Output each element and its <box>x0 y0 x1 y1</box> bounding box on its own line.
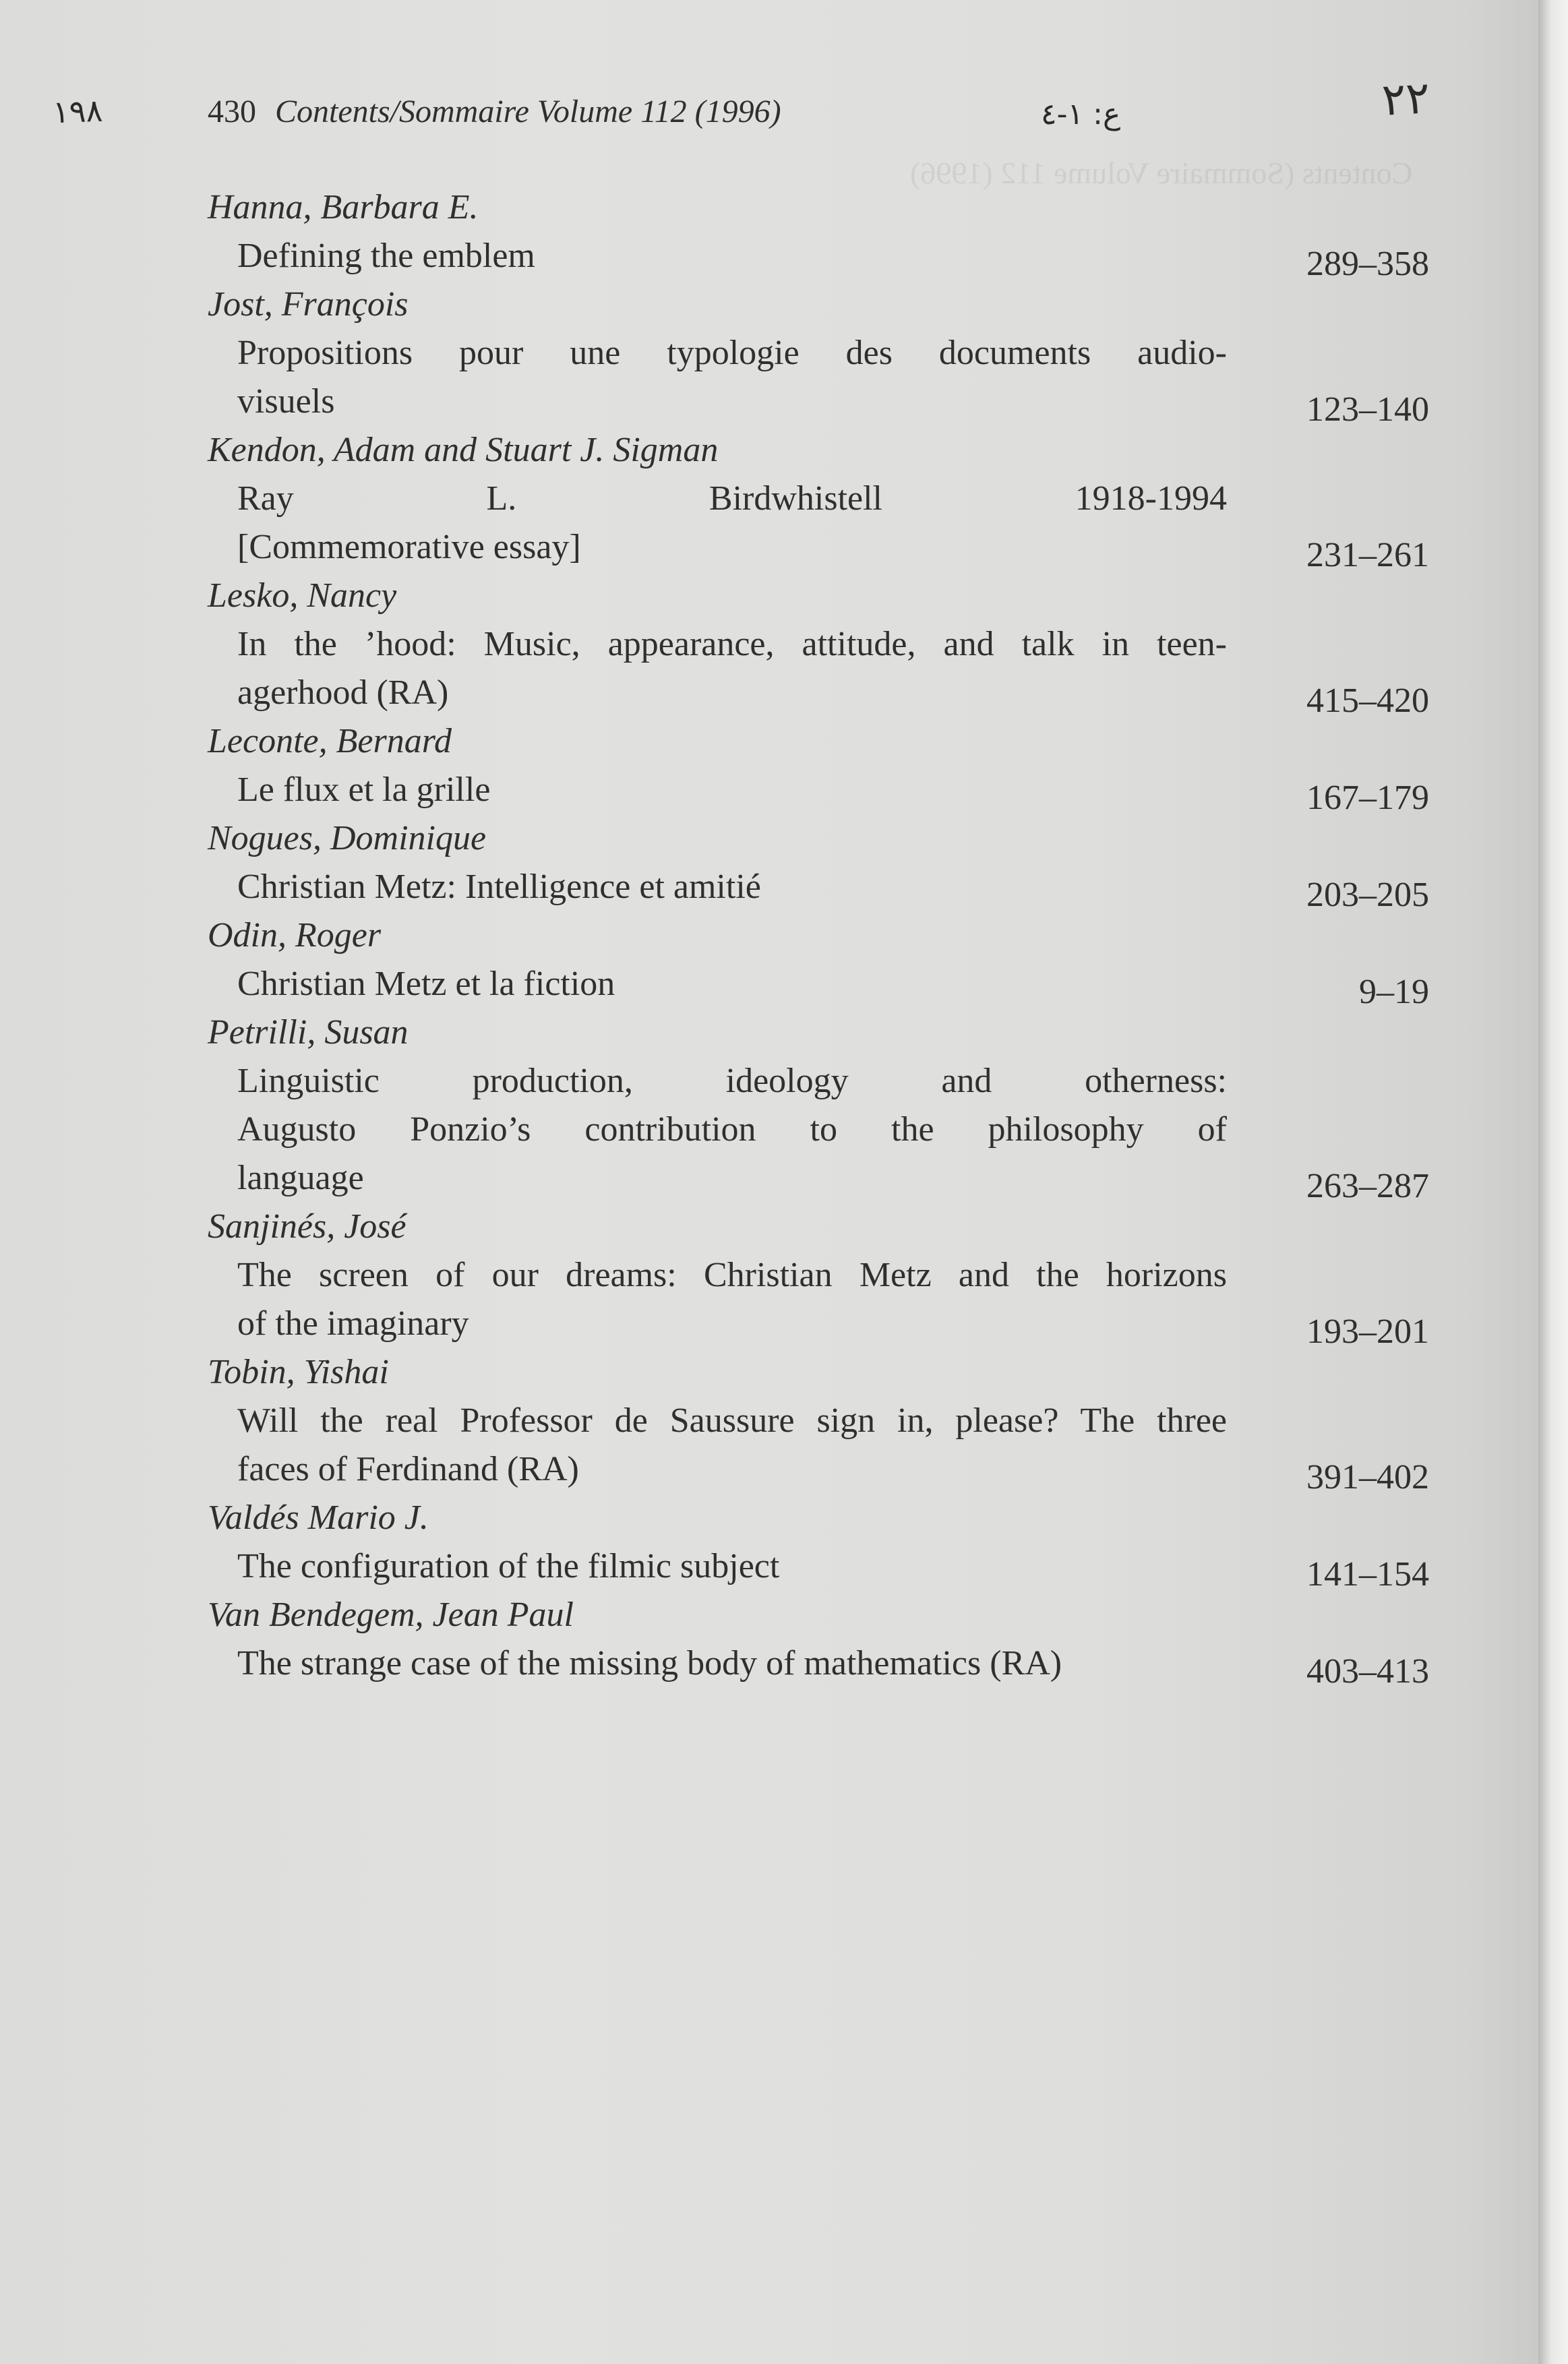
handwritten-note-middle: ع: ١-٤ <box>1041 97 1121 131</box>
toc-entry <box>195 426 1429 572</box>
entry-title-line: Christian Metz: Intelligence et amitié <box>237 868 761 906</box>
bleed-through-text: Contents (Sommaire Volume 112 (1996) <box>910 156 1413 190</box>
toc-entry <box>195 572 1429 720</box>
toc-entry <box>195 1008 1429 1203</box>
toc-entry <box>195 280 1429 429</box>
handwritten-note-right: ٢٢ <box>1381 71 1431 126</box>
entry-author: Jost, François <box>208 285 409 324</box>
running-header <box>208 93 781 130</box>
entry-pages: 391–402 <box>1306 1458 1429 1496</box>
entry-pages: 415–420 <box>1306 681 1429 720</box>
entry-pages: 203–205 <box>1306 876 1429 914</box>
entry-title-line: Le flux et la grille <box>237 770 491 809</box>
entry-author: Petrilli, Susan <box>208 1013 409 1052</box>
handwritten-note-left: ١٩٨ <box>52 92 104 131</box>
toc-entry <box>195 814 1429 914</box>
entry-body <box>195 863 1429 914</box>
entry-body <box>195 620 1429 720</box>
entry-pages: 9–19 <box>1359 973 1429 1011</box>
entry-pages: 141–154 <box>1306 1555 1429 1594</box>
entry-author: Kendon, Adam and Stuart J. Sigman <box>208 431 719 469</box>
entry-body <box>195 329 1429 429</box>
page-number: 430 <box>208 94 256 129</box>
table-of-contents <box>195 183 1429 1691</box>
entry-title-line: In the ’hood: Music, appearance, attitude, and talk in teen- <box>237 625 1227 663</box>
entry-pages: 123–140 <box>1306 390 1429 429</box>
entry-pages: 193–201 <box>1306 1312 1429 1351</box>
entry-body <box>195 475 1429 572</box>
entry-pages: 403–413 <box>1306 1652 1429 1691</box>
entry-title-line: faces of Ferdinand (RA) <box>237 1450 579 1488</box>
toc-entry <box>195 1494 1429 1594</box>
entry-body <box>195 1057 1429 1203</box>
entry-body <box>195 1251 1429 1351</box>
entry-author: Leconte, Bernard <box>208 722 452 760</box>
entry-pages: 263–287 <box>1306 1167 1429 1205</box>
toc-entry <box>195 717 1429 817</box>
entry-body <box>195 1639 1429 1691</box>
entry-title-line: of the imaginary <box>237 1304 469 1343</box>
toc-entry <box>195 1348 1429 1494</box>
entry-author: Valdés Mario J. <box>208 1498 429 1537</box>
entry-title-line: language <box>237 1159 364 1197</box>
entry-title-line: The strange case of the missing body of mathematics (RA) <box>237 1644 1062 1683</box>
entry-pages: 167–179 <box>1306 779 1429 817</box>
entry-title-line: Will the real Professor de Saussure sign in, please? The three <box>237 1401 1227 1440</box>
entry-title-line: Defining the emblem <box>237 237 535 275</box>
entry-pages: 231–261 <box>1306 536 1429 574</box>
entry-title-line: Augusto Ponzio’s contribution to the philosophy of <box>237 1110 1227 1149</box>
toc-entry <box>195 183 1429 283</box>
entry-body <box>195 1542 1429 1594</box>
page-edge <box>1538 0 1568 2364</box>
entry-title-line: agerhood (RA) <box>237 673 449 712</box>
toc-entry <box>195 1591 1429 1691</box>
entry-pages: 289–358 <box>1306 245 1429 283</box>
entry-author: Van Bendegem, Jean Paul <box>208 1596 574 1634</box>
entry-author: Lesko, Nancy <box>208 576 397 615</box>
entry-author: Tobin, Yishai <box>208 1353 389 1391</box>
toc-entry <box>195 911 1429 1011</box>
entry-author: Sanjinés, José <box>208 1207 406 1246</box>
header-title: Contents/Sommaire Volume 112 (1996) <box>275 94 781 129</box>
entry-title-line: visuels <box>237 382 335 421</box>
entry-body <box>195 232 1429 283</box>
entry-title-line: Ray L. Birdwhistell 1918-1994 <box>237 479 1227 518</box>
entry-body <box>195 766 1429 817</box>
entry-title-line: Propositions pour une typologie des documents audio- <box>237 334 1227 372</box>
entry-body <box>195 960 1429 1011</box>
entry-title-line: [Commemorative essay] <box>237 528 581 566</box>
entry-title-line: Christian Metz et la fiction <box>237 965 615 1003</box>
entry-title-line: The configuration of the filmic subject <box>237 1547 780 1585</box>
entry-title-line: The screen of our dreams: Christian Metz and the horizons <box>237 1256 1227 1294</box>
entry-body <box>195 1397 1429 1494</box>
entry-author: Hanna, Barbara E. <box>208 188 479 226</box>
toc-entry <box>195 1203 1429 1351</box>
entry-author: Odin, Roger <box>208 916 382 954</box>
entry-title-line: Linguistic production, ideology and otherness: <box>237 1062 1227 1100</box>
entry-author: Nogues, Dominique <box>208 819 487 857</box>
